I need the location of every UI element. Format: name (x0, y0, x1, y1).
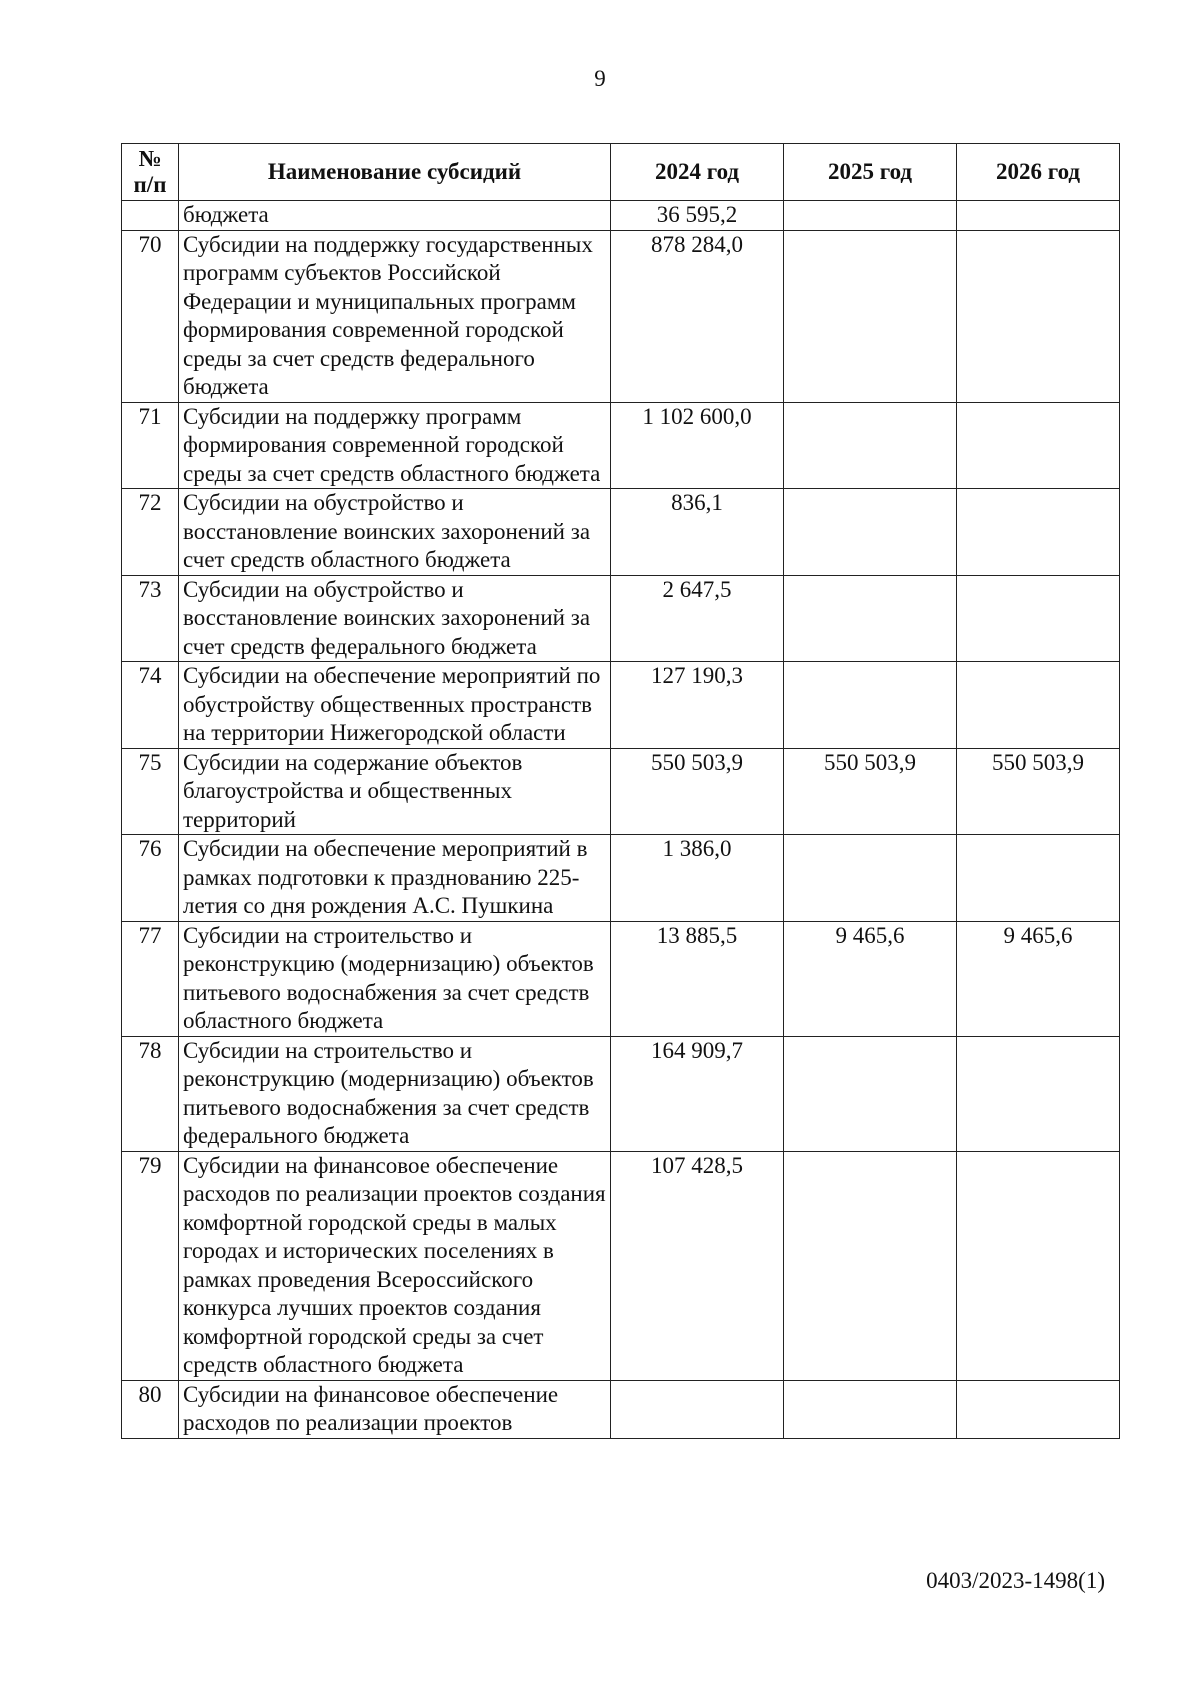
table-header (122, 144, 1120, 201)
row-number: 79 (122, 1151, 179, 1380)
row-value-2024: 1 386,0 (611, 835, 784, 922)
page-number: 9 (594, 66, 606, 91)
table-row (122, 402, 1120, 489)
row-value-2025 (784, 1036, 957, 1151)
row-name: Субсидии на поддержку программ формирования современной городской среды за счет средств областного бюджета (179, 402, 611, 489)
row-value-2026 (957, 402, 1120, 489)
row-number: 78 (122, 1036, 179, 1151)
row-value-2025 (784, 1380, 957, 1438)
header-2025: 2025 год (784, 144, 957, 201)
row-value-2025 (784, 662, 957, 749)
row-name: Субсидии на содержание объектов благоустройства и общественных территорий (179, 748, 611, 835)
header-number (122, 144, 179, 201)
row-value-2024: 2 647,5 (611, 575, 784, 662)
table-row (122, 201, 1120, 231)
row-name: Субсидии на поддержку государственных программ субъектов Российской Федерации и муниципальных программ формирования современной городской среды за счет средств федерального бюджета (179, 230, 611, 402)
table-row (122, 489, 1120, 576)
row-value-2026 (957, 489, 1120, 576)
row-value-2026 (957, 230, 1120, 402)
row-name: Субсидии на строительство и реконструкцию (модернизацию) объектов питьевого водоснабжения за счет средств областного бюджета (179, 921, 611, 1036)
row-value-2024: 36 595,2 (611, 201, 784, 231)
row-name: Субсидии на строительство и реконструкцию (модернизацию) объектов питьевого водоснабжения за счет средств федерального бюджета (179, 1036, 611, 1151)
row-name: Субсидии на обустройство и восстановление воинских захоронений за счет средств областного бюджета (179, 489, 611, 576)
row-value-2026 (957, 835, 1120, 922)
table-body (122, 201, 1120, 1439)
row-value-2026 (957, 201, 1120, 231)
row-value-2025 (784, 201, 957, 231)
row-value-2025 (784, 835, 957, 922)
table-row (122, 835, 1120, 922)
row-name: бюджета (179, 201, 611, 231)
row-value-2025 (784, 575, 957, 662)
row-value-2026 (957, 575, 1120, 662)
row-value-2025 (784, 1151, 957, 1380)
header-row (122, 144, 1120, 201)
row-number: 70 (122, 230, 179, 402)
row-value-2025 (784, 230, 957, 402)
row-value-2024: 878 284,0 (611, 230, 784, 402)
table-row (122, 1380, 1120, 1438)
row-name: Субсидии на финансовое обеспечение расходов по реализации проектов (179, 1380, 611, 1438)
document-code: 0403/2023-1498(1) (926, 1568, 1105, 1593)
row-value-2024: 836,1 (611, 489, 784, 576)
row-value-2024: 164 909,7 (611, 1036, 784, 1151)
table-row (122, 748, 1120, 835)
row-value-2026 (957, 1380, 1120, 1438)
row-value-2024: 1 102 600,0 (611, 402, 784, 489)
row-number: 77 (122, 921, 179, 1036)
row-value-2026 (957, 1151, 1120, 1380)
row-number (122, 201, 179, 231)
table-row (122, 1151, 1120, 1380)
row-value-2024 (611, 1380, 784, 1438)
row-value-2024: 127 190,3 (611, 662, 784, 749)
row-value-2025: 550 503,9 (784, 748, 957, 835)
row-value-2026: 9 465,6 (957, 921, 1120, 1036)
table-row (122, 230, 1120, 402)
row-number: 74 (122, 662, 179, 749)
row-value-2025 (784, 489, 957, 576)
header-number-abbr: п/п (133, 172, 167, 197)
subsidies-table (121, 143, 1120, 1439)
row-value-2024: 13 885,5 (611, 921, 784, 1036)
table-row (122, 1036, 1120, 1151)
row-name: Субсидии на обеспечение мероприятий по обустройству общественных пространств на территории Нижегородской области (179, 662, 611, 749)
row-value-2026 (957, 1036, 1120, 1151)
row-number: 80 (122, 1380, 179, 1438)
table-row (122, 575, 1120, 662)
header-number-sign: № (138, 146, 162, 171)
row-number: 73 (122, 575, 179, 662)
header-2026: 2026 год (957, 144, 1120, 201)
row-value-2025: 9 465,6 (784, 921, 957, 1036)
row-value-2024: 107 428,5 (611, 1151, 784, 1380)
row-name: Субсидии на обустройство и восстановление воинских захоронений за счет средств федерального бюджета (179, 575, 611, 662)
row-name: Субсидии на обеспечение мероприятий в рамках подготовки к празднованию 225-летия со дня рождения А.С. Пушкина (179, 835, 611, 922)
row-number: 71 (122, 402, 179, 489)
table-row (122, 921, 1120, 1036)
row-value-2024: 550 503,9 (611, 748, 784, 835)
table-row (122, 662, 1120, 749)
row-value-2025 (784, 402, 957, 489)
row-number: 76 (122, 835, 179, 922)
row-value-2026 (957, 662, 1120, 749)
row-value-2026: 550 503,9 (957, 748, 1120, 835)
row-name: Субсидии на финансовое обеспечение расходов по реализации проектов создания комфортной городской среды в малых городах и исторических поселениях в рамках проведения Всероссийского конкурса лучших проектов создания комфортной городской среды за счет средств областного бюджета (179, 1151, 611, 1380)
header-2024: 2024 год (611, 144, 784, 201)
header-name: Наименование субсидий (179, 144, 611, 201)
row-number: 75 (122, 748, 179, 835)
row-number: 72 (122, 489, 179, 576)
